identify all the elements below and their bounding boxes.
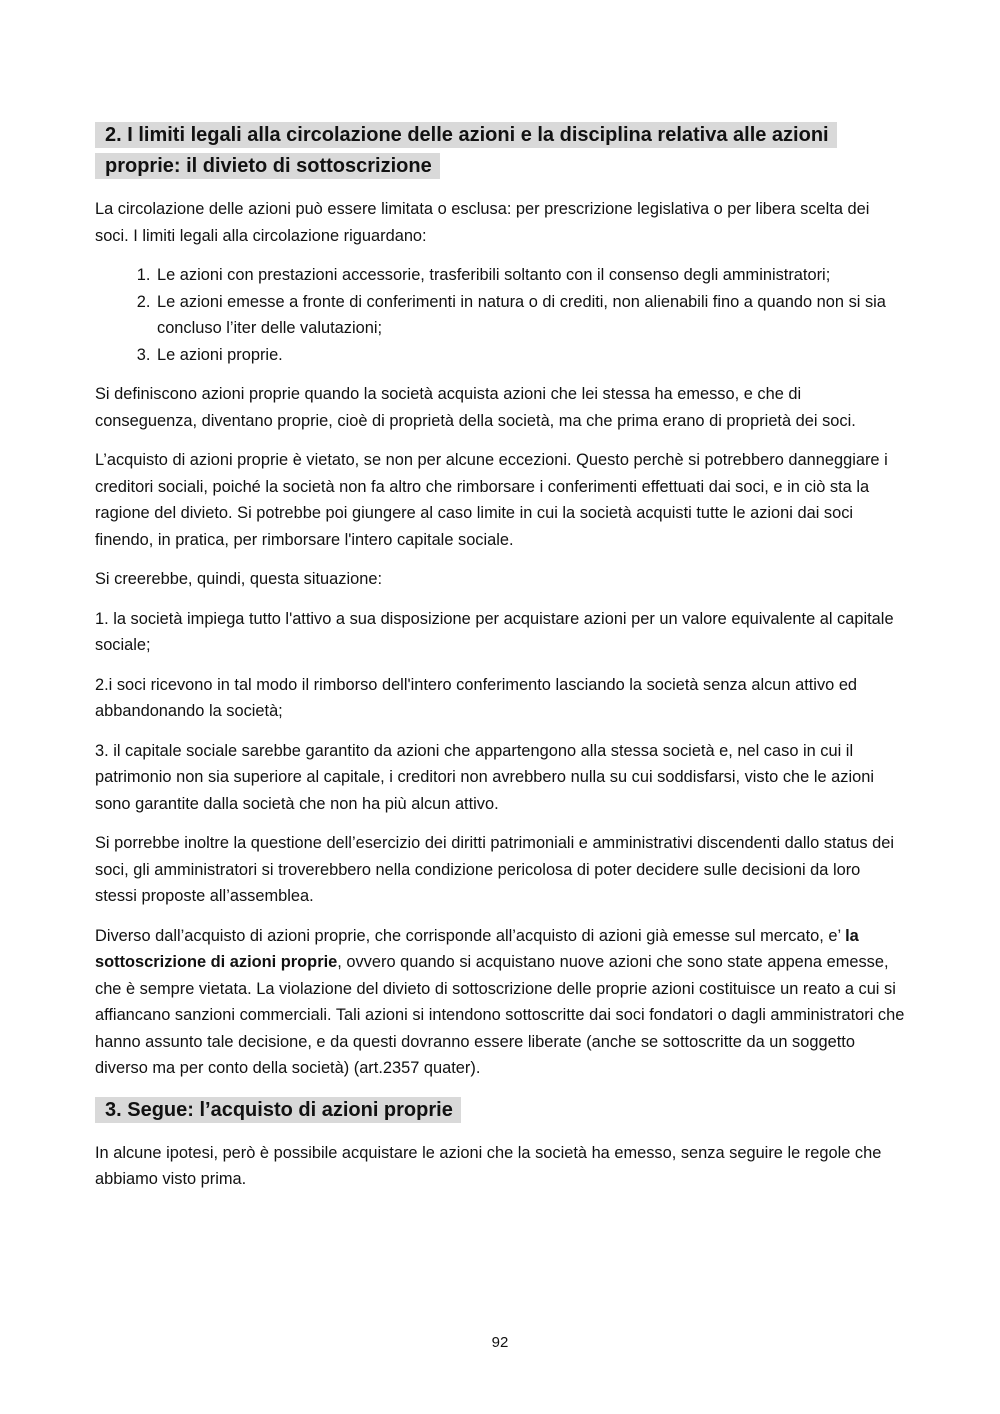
section-3-heading-text: 3. Segue: l’acquisto di azioni proprie <box>95 1097 461 1123</box>
subscription-text-after: , ovvero quando si acquistano nuove azioni che sono state appena emesse, che è sempre vietata. La violazione del divieto di sottoscrizione delle proprie azioni costituisce un reato a cui si affiancano sanzioni commerciali. Tali azioni si intendono sottoscritte dai soci fondatori o dagli amministratori che hanno assunto tale decisione, e da questi dovranno essere liberate (anche se sottoscritte da un soggetto diverso ma per conto della società) (art.2357 quater). <box>95 953 905 1077</box>
section-2-intro: La circolazione delle azioni può essere limitata o esclusa: per prescrizione legislativa o per libera scelta dei soci. I limiti legali alla circolazione riguardano: <box>95 200 870 245</box>
situation-paragraph: Si creerebbe, quindi, questa situazione: <box>95 570 383 588</box>
limits-list <box>95 262 905 368</box>
situation-point-1: 1. la società impiega tutto l'attivo a sua disposizione per acquistare azioni per un valore equivalente al capitale sociale; <box>95 609 894 654</box>
subscription-bold-term: la sottoscrizione di azioni proprie <box>95 926 859 971</box>
situation-point-2: 2.i soci ricevono in tal modo il rimborso dell'intero conferimento lasciando la società senza alcun attivo ed abbandonando la società; <box>95 675 858 720</box>
document-page <box>95 120 905 1206</box>
list-item: 3. Le azioni proprie. <box>155 342 905 369</box>
definition-paragraph: Si definiscono azioni proprie quando la società acquista azioni che lei stessa ha emesso, e che di conseguenza, diventano proprie, cioè di proprietà della società, ma che prima erano di proprietà dei soci. <box>95 385 856 430</box>
section-2-heading <box>95 120 905 182</box>
section-3-intro: In alcune ipotesi, però è possibile acquistare le azioni che la società ha emesso, senza seguire le regole che abbiamo visto prima. <box>95 1143 882 1188</box>
rights-question-paragraph: Si porrebbe inoltre la questione dell’esercizio dei diritti patrimoniali e amministrativi discendenti dallo status dei soci, gli amministratori si troverebbero nella condizione pericolosa di poter decidere sulle decisioni da loro stessi proposte all’assemblea. <box>95 834 894 905</box>
prohibition-paragraph: L’acquisto di azioni proprie è vietato, se non per alcune eccezioni. Questo perchè si potrebbero danneggiare i creditori sociali, poiché la società non fa altro che rimborsare i conferimenti effettuati dai soci, e in ciò sta la ragione del divieto. Si potrebbe poi giungere al caso limite in cui la società acquisti tutte le azioni dai soci finendo, in pratica, per rimborsare l'intero capitale sociale. <box>95 451 888 549</box>
section-2-heading-text: 2. I limiti legali alla circolazione delle azioni e la disciplina relativa alle azioni proprie: il divieto di sottoscrizione <box>95 122 837 179</box>
situation-point-3: 3. il capitale sociale sarebbe garantito da azioni che appartengono alla stessa società e, nel caso in cui il patrimonio non sia superiore al capitale, i creditori non avrebbero nulla su cui soddisfarsi, visto che le azioni sono garantite dalla società che non ha più alcun attivo. <box>95 741 874 813</box>
page-number: 92 <box>491 1334 509 1351</box>
list-item: 1. Le azioni con prestazioni accessorie, trasferibili soltanto con il consenso degli amministratori; <box>155 262 905 289</box>
subscription-paragraph <box>95 923 905 1082</box>
section-3-heading <box>95 1095 905 1126</box>
subscription-text-before: Diverso dall’acquisto di azioni proprie, che corrisponde all’acquisto di azioni già emesse sul mercato, e’ <box>95 926 846 945</box>
list-item: 2. Le azioni emesse a fronte di conferimenti in natura o di crediti, non alienabili fino a quando non si sia concluso l’iter delle valutazioni; <box>155 289 905 342</box>
